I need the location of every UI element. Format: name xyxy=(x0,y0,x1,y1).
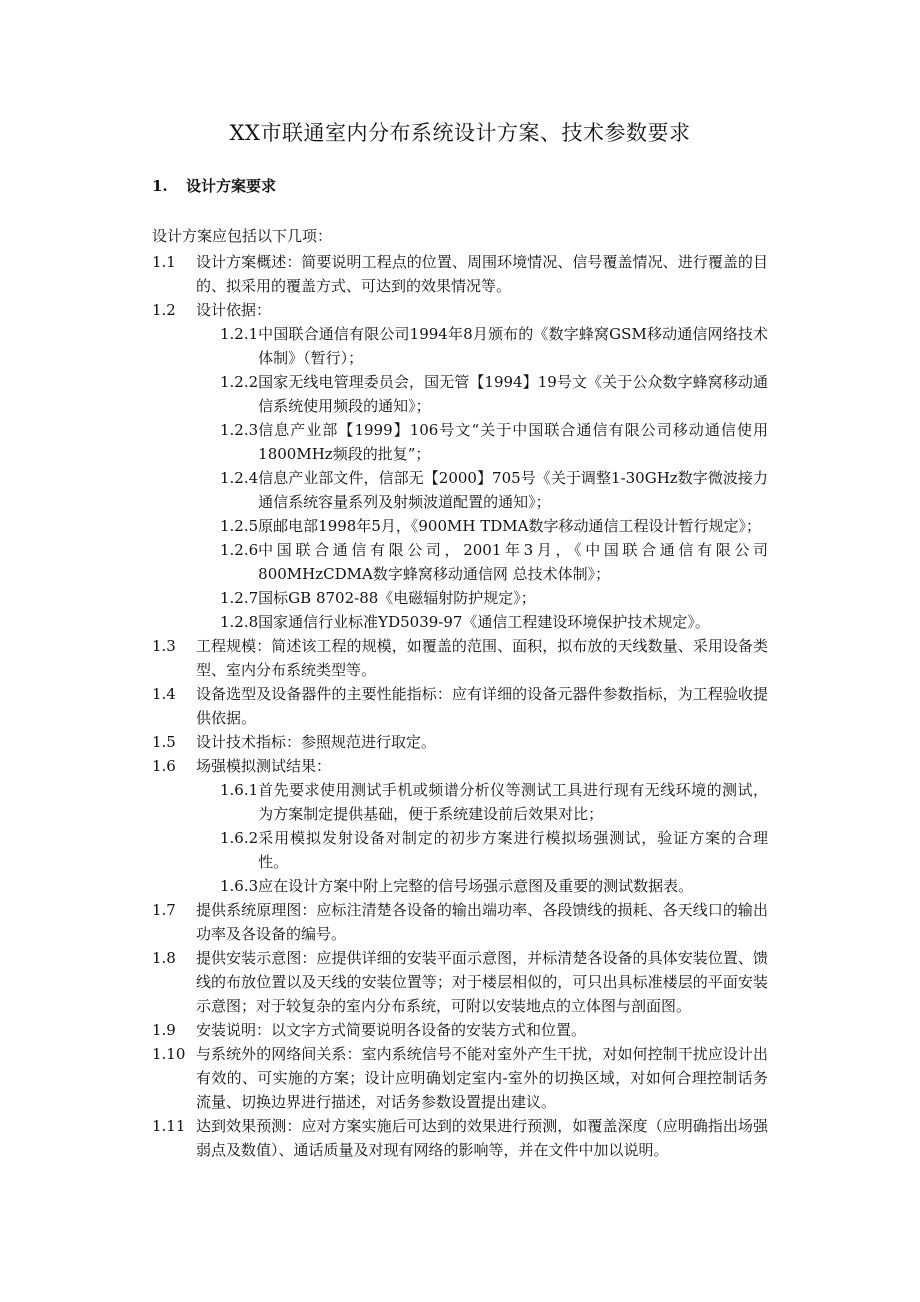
item-number: 1.2.4 xyxy=(220,469,259,487)
item-number: 1.6 xyxy=(152,757,176,775)
item-number: 1.2.6 xyxy=(220,541,259,559)
list-item-1-6-2 xyxy=(152,826,768,874)
list-item-1-2-4 xyxy=(152,466,768,514)
item-text: 达到效果预测：应对方案实施后可达到的效果进行预测，如覆盖深度（应明确指出场强弱点及数值）、通话质量及对现有网络的影响等，并在文件中加以说明。 xyxy=(196,1117,768,1159)
item-text: 应在设计方案中附上完整的信号场强示意图及重要的测试数据表。 xyxy=(258,877,694,895)
item-text: 与系统外的网络间关系：室内系统信号不能对室外产生干扰，对如何控制干扰应设计出有效的、可实施的方案；设计应明确划定室内-室外的切换区域，对如何合理控制话务流量、切换边界进行描述，对话务参数设置提出建议。 xyxy=(196,1045,768,1111)
section-heading xyxy=(152,174,768,198)
list-item-1-6 xyxy=(152,754,768,778)
item-number: 1.2 xyxy=(152,301,176,319)
item-number: 1.6.1 xyxy=(220,781,259,799)
list-item-1-1 xyxy=(152,250,768,298)
list-item-1-2-8 xyxy=(152,610,768,634)
item-number: 1.3 xyxy=(152,637,176,655)
item-number: 1.2.7 xyxy=(220,589,259,607)
section-heading-text: 设计方案要求 xyxy=(186,177,277,195)
list-item-1-2-1 xyxy=(152,322,768,370)
item-number: 1.4 xyxy=(152,685,176,703)
item-number: 1.9 xyxy=(152,1021,176,1039)
item-number: 1.6.3 xyxy=(220,877,259,895)
list-item-1-6-1 xyxy=(152,778,768,826)
list-item-1-11 xyxy=(152,1114,768,1162)
item-text: 提供安装示意图：应提供详细的安装平面示意图，并标清楚各设备的具体安装位置、馈线的布放位置以及天线的安装位置等；对于楼层相似的，可只出具标准楼层的平面安装示意图；对于较复杂的室内分布系统，可附以安装地点的立体图与剖面图。 xyxy=(196,949,768,1015)
item-text: 国家无线电管理委员会，国无管【1994】19号文《关于公众数字蜂窝移动通信系统使用频段的通知》； xyxy=(258,373,768,415)
list-item-1-2-3 xyxy=(152,418,768,466)
list-item-1-10 xyxy=(152,1042,768,1114)
item-text: 设计依据： xyxy=(196,301,272,319)
section-number: 1. xyxy=(152,177,168,195)
list-item-1-4 xyxy=(152,682,768,730)
item-text: 中国联合通信有限公司1994年8月颁布的《数字蜂窝GSM移动通信网络技术体制》（暂行）； xyxy=(258,325,768,367)
intro-paragraph: 设计方案应包括以下几项： xyxy=(152,227,333,245)
list-item-1-2-7 xyxy=(152,586,768,610)
list-item-1-3 xyxy=(152,634,768,682)
list-item-1-9 xyxy=(152,1018,768,1042)
item-number: 1.7 xyxy=(152,901,176,919)
item-text: 采用模拟发射设备对制定的初步方案进行模拟场强测试，验证方案的合理性。 xyxy=(258,829,768,871)
item-number: 1.10 xyxy=(152,1045,186,1063)
item-number: 1.2.5 xyxy=(220,517,259,535)
item-text: 信息产业部【1999】106号文“关于中国联合通信有限公司移动通信使用1800MHz频段的批复”； xyxy=(258,421,768,463)
item-text: 安装说明：以文字方式简要说明各设备的安装方式和位置。 xyxy=(196,1021,587,1039)
list-item-1-2 xyxy=(152,298,768,322)
item-text: 设计方案概述：简要说明工程点的位置、周围环境情况、信号覆盖情况、进行覆盖的目的、拟采用的覆盖方式、可达到的效果情况等。 xyxy=(196,253,768,295)
list-item-1-5 xyxy=(152,730,768,754)
list-item-1-8 xyxy=(152,946,768,1018)
item-text: 设备选型及设备器件的主要性能指标：应有详细的设备元器件参数指标，为工程验收提供依据。 xyxy=(196,685,768,727)
item-text: 原邮电部1998年5月，《900MH TDMA数字移动通信工程设计暂行规定》； xyxy=(258,517,761,535)
item-number: 1.6.2 xyxy=(220,829,259,847)
item-number: 1.8 xyxy=(152,949,176,967)
item-number: 1.2.1 xyxy=(220,325,259,343)
item-number: 1.2.8 xyxy=(220,613,259,631)
item-text: 中国联合通信有限公司，2001年3月，《中国联合通信有限公司800MHzCDMA数字蜂窝移动通信网 总技术体制》； xyxy=(258,541,768,583)
item-number: 1.11 xyxy=(152,1117,186,1135)
item-number: 1.1 xyxy=(152,253,176,271)
list-item-1-6-3 xyxy=(152,874,768,898)
item-number: 1.2.3 xyxy=(220,421,259,439)
item-text: 首先要求使用测试手机或频谱分析仪等测试工具进行现有无线环境的测试，为方案制定提供基础，便于系统建设前后效果对比； xyxy=(258,781,768,823)
list-item-1-2-2 xyxy=(152,370,768,418)
item-text: 场强模拟测试结果： xyxy=(196,757,332,775)
list-item-1-7 xyxy=(152,898,768,946)
item-text: 工程规模：简述该工程的规模，如覆盖的范围、面积，拟布放的天线数量、采用设备类型、室内分布系统类型等。 xyxy=(196,637,768,679)
item-text: 国家通信行业标准YD5039-97《通信工程建设环境保护技术规定》。 xyxy=(258,613,710,631)
item-number: 1.5 xyxy=(152,733,176,751)
item-text: 提供系统原理图：应标注清楚各设备的输出端功率、各段馈线的损耗、各天线口的输出功率及各设备的编号。 xyxy=(196,901,768,943)
item-text: 信息产业部文件，信部无【2000】705号《关于调整1-30GHz数字微波接力通信系统容量系列及射频波道配置的通知》； xyxy=(258,469,768,511)
list-item-1-2-5 xyxy=(152,514,768,538)
item-text: 国标GB 8702-88《电磁辐射防护规定》； xyxy=(258,589,536,607)
list-item-1-2-6 xyxy=(152,538,768,586)
document-title: XX市联通室内分布系统设计方案、技术参数要求 xyxy=(229,121,691,145)
item-number: 1.2.2 xyxy=(220,373,259,391)
item-text: 设计技术指标：参照规范进行取定。 xyxy=(196,733,437,751)
